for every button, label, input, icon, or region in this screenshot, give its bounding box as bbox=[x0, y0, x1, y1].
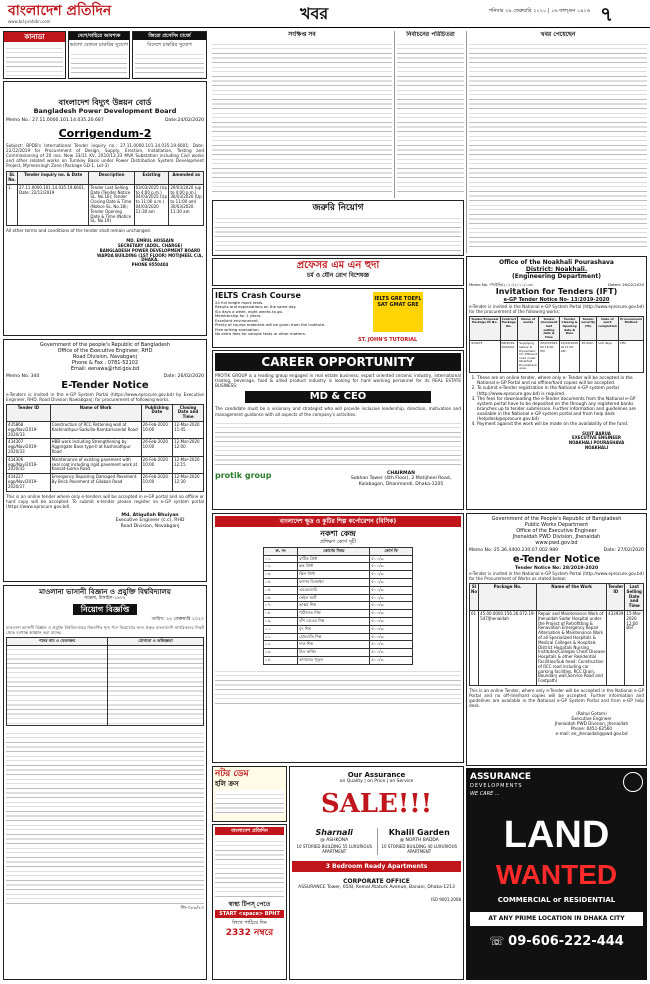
bpdb-subject: Subject: BPDB's International Tender inquiry no.: 27.11.0000.101.14.035.19.6601; Date: 22/12/2019 for Procurement of Design, Supply, Erection, Installation, Testing and Commissioning of 20 nos. New 33/11 KV, 2X10/13.33 MVA Substation including Civil works and other related works on Turnkey Basis under Power Distribution System Development Project, Mymensingh Zone (Package GD-1, Lot-3) bbox=[6, 143, 204, 169]
cell: ৫০০/= bbox=[370, 563, 413, 571]
ad-health-tips bbox=[212, 824, 287, 980]
page-number: ৭ bbox=[600, 2, 614, 26]
jh-sign-name: (Rahul Gotam) bbox=[576, 711, 607, 717]
list-item: 3. The fees for downloading the e-Tender documents from the National e-GP system portal have to be deposited on the through any registered banks branches up to tender submission. Further information and guidelines are available in the National e-GP system portal and from help desk (helpdesk@eprocure.gov.bd) bbox=[477, 397, 644, 423]
rhd-email: Email: eenawa@rhd.gov.bd bbox=[70, 366, 140, 372]
cell: ০৪. bbox=[264, 578, 298, 586]
career-post: MD & CEO bbox=[245, 391, 431, 403]
table-row bbox=[7, 421, 204, 438]
newspaper-logo[interactable]: বাংলাদেশ প্রতিদিন bbox=[8, 3, 112, 19]
bpdb-th-desc: Description bbox=[89, 172, 134, 185]
cell: ১১. bbox=[264, 633, 298, 641]
cell: বাটিক প্রিন্ট bbox=[298, 555, 370, 563]
th: Tender/Proposal Package ID No. bbox=[470, 316, 501, 341]
jh-office: Office of the Executive Engineer bbox=[516, 528, 597, 534]
rhd-th-pub: Publishing Date bbox=[141, 404, 172, 421]
ad-health-start: START <space> BPHT bbox=[215, 910, 284, 918]
rhd-etender bbox=[3, 339, 207, 582]
th: Sl No bbox=[470, 584, 479, 611]
th: Package No. bbox=[479, 584, 537, 611]
assur-iso: ISO 9001:2008 bbox=[431, 897, 461, 903]
th: Tender ID bbox=[607, 584, 625, 611]
cell: 12-Mar-2020 12:30 bbox=[173, 474, 204, 491]
univ-sub: সন্তোষ, টাঙ্গাইল-১৯০২ bbox=[84, 596, 126, 602]
cell: 45.00.0000.156.26.072.19-547/Jhenaidah bbox=[479, 611, 537, 686]
bscic-course: প্রশিক্ষণ কোর্স সূচী bbox=[319, 538, 357, 545]
univ-th-1: পদের নাম ও বেতনক্রম bbox=[7, 637, 108, 645]
table-row bbox=[264, 656, 413, 664]
univ-th-2: যোগ্যতা ও অভিজ্ঞতা bbox=[108, 637, 204, 645]
jh-title: e-Tender Notice bbox=[512, 553, 601, 565]
bpdb-sign-name: MD. EMRUL HOSSAIN bbox=[126, 238, 174, 244]
ad-niyog bbox=[212, 200, 464, 256]
rhd-office: Office of the Executive Engineer, RHD bbox=[57, 348, 153, 354]
assur-ready: 3 Bedroom Ready Apartments bbox=[292, 861, 461, 872]
noakhali-sign-title: EXECUTIVE ENGINEER bbox=[572, 435, 621, 441]
cell: ০৮. bbox=[264, 610, 298, 618]
noakhali-office: Office of the Noakhali Pourashava bbox=[499, 259, 614, 266]
jh-memo: Memo No: 25.36.4400.230.07.002.989 bbox=[469, 548, 559, 553]
ad-job-2 bbox=[132, 31, 207, 79]
assur-brand-sub: DEVELOPMENTS bbox=[470, 782, 523, 789]
cell: 26-Feb-2020 10:00 bbox=[141, 439, 172, 456]
rhd-title: E-Tender Notice bbox=[61, 379, 149, 391]
newspaper-url: www.bd-pratidin.com bbox=[8, 19, 51, 24]
cell: ০৫. bbox=[264, 586, 298, 594]
univ-table bbox=[6, 637, 204, 726]
ad-notor-title: নটর ডেম bbox=[215, 769, 249, 779]
rhd-sign-name: Md. Atiqullah Bhuiyan bbox=[121, 512, 179, 518]
assur-line: on Quality | on Price | on Service bbox=[339, 779, 414, 785]
career-chair: CHAIRMAN bbox=[387, 470, 415, 476]
list-item: Excellent environment. bbox=[215, 317, 259, 323]
noakhali-title: Invitation for Tenders (IFT) bbox=[495, 287, 618, 297]
rhd-sign-title: Executive Engineer (c.c), RHD bbox=[115, 518, 185, 524]
table-row bbox=[264, 649, 413, 657]
cell: ০২. bbox=[264, 563, 298, 571]
cell: ১৪. bbox=[264, 656, 298, 664]
bpdb-table bbox=[6, 171, 204, 226]
noakhali-sign-name: SUJIT BARUA bbox=[582, 430, 611, 436]
noakhali-date: Dated: 26/02/2020 bbox=[608, 281, 644, 287]
rhd-div: Road Division, Navabganj bbox=[73, 354, 137, 360]
noakhali-intro: e-Tender is invited in the National e-GP System Portal (http://www.eprocure.gov.bd) for the procurement of the following works: bbox=[469, 303, 644, 314]
jh-gov: Government of the People's Republic of Bangladesh bbox=[491, 516, 622, 522]
table-row bbox=[7, 184, 204, 225]
rhd-table bbox=[6, 404, 204, 492]
ad-health-send: লিখে পাঠিয়ে দিন bbox=[232, 920, 267, 927]
ad-professor-name: প্রফেসর এম এন হুদা bbox=[296, 260, 380, 271]
cell: 434307 egp/Nav/2019-2020/33 bbox=[7, 439, 51, 456]
cell: কাগজের পুতুল bbox=[298, 656, 370, 664]
table-row bbox=[264, 563, 413, 571]
cell: 435868 egp/Nav/2019-2020/33 bbox=[7, 421, 51, 438]
cell: ৫০০/= bbox=[370, 610, 413, 618]
list-item: Six days a week, eight weeks to go. bbox=[215, 308, 283, 314]
list-item: Free writing evaluation. bbox=[215, 326, 260, 332]
cell: 434227 egp/Nav/2019-2020/37 bbox=[7, 474, 51, 491]
land-title: LAND bbox=[503, 813, 610, 856]
news-col-2 bbox=[394, 31, 464, 198]
cell: 26-Feb-2020 10:00 bbox=[141, 421, 172, 438]
cell: 15-Mar-2020 12:00 BST bbox=[625, 611, 644, 686]
rhd-memo: Memo No. 340 bbox=[6, 374, 40, 379]
th: Tender security (Tk) bbox=[580, 316, 597, 341]
assur-tag: Our Assurance bbox=[347, 771, 406, 779]
cell: ব্লক প্রিন্ট bbox=[298, 563, 370, 571]
jh-sign-email: e-mail: ee_jhenaidah@pwd.gov.bd bbox=[555, 731, 628, 737]
ad-job-1-title: দেশে/বাহিরে আবশ্যক bbox=[69, 32, 129, 40]
cell: ১২. bbox=[264, 641, 298, 649]
bscic-notice bbox=[212, 513, 464, 763]
list-item: 4. Payment against the work will be made on the availability of the fund. bbox=[477, 422, 644, 427]
cell: 1. bbox=[7, 184, 18, 225]
bpdb-th-sl: SL No. bbox=[7, 172, 18, 185]
univ-notice: নিয়োগ বিজ্ঞপ্তি bbox=[73, 604, 138, 616]
bpdb-th-amended: Amended as bbox=[169, 172, 204, 185]
table-row bbox=[264, 555, 413, 563]
cell: ৫০০/= bbox=[370, 649, 413, 657]
noakhali-sub: e-GP Tender Notice No- 13/2019-2020 bbox=[503, 296, 610, 303]
career-req: The candidate must be a visionary and strategist who will provide inclusive leadership, direction, motivation and management guidance with all aspects of the company's activities. bbox=[215, 406, 461, 417]
bpdb-date: Date:24/02/2020 bbox=[164, 118, 204, 124]
ad-health-title: স্বাস্থ্য টিপস্ পেতে bbox=[228, 901, 271, 908]
cell: 12-Mar-2020 12:00 bbox=[173, 439, 204, 456]
cell: ১৩. bbox=[264, 649, 298, 657]
cell: 120 days bbox=[597, 341, 619, 373]
ad-bdp-logo: বাংলাদেশ প্রতিদিন bbox=[215, 827, 284, 835]
news-col-1 bbox=[212, 31, 392, 198]
bpdb-note: All other terms and conditions of the tender shall remain unchanged. bbox=[6, 228, 152, 234]
list-item: 1. These are on online tender, where only e- Tender will be accepted in the National e-GP Portal and no offline/hard copies will be accepted. bbox=[477, 376, 644, 386]
cell: Maintenance of existing pavement with seal coat including rigid pavement work at Kansat-Goma Road bbox=[50, 456, 141, 473]
table-row bbox=[264, 625, 413, 633]
ad-kanada bbox=[3, 31, 66, 79]
cell: দারু শিল্প bbox=[298, 641, 370, 649]
ad-health-code: 2332 নম্বরে bbox=[225, 928, 274, 939]
assur-brand: ASSURANCE bbox=[470, 772, 532, 782]
table-row bbox=[470, 341, 644, 373]
bscic-title: বাংলাদেশ ক্ষুদ্র ও কুটির শিল্প কর্পোরেশন (বিসিক) bbox=[215, 516, 461, 527]
table-row bbox=[264, 610, 413, 618]
khalil-info: 10 STORIED BUILDING 40 LUXURIOUS APARTMENT bbox=[381, 843, 458, 854]
ad-niyog-title: জরুরি নিয়োগ bbox=[312, 203, 364, 213]
cell: Repair and Maintenance Work of Jhenaidah Sadar Hospital under the Project of Retrofitting & Renovation Emergency Repair Alternation & Maintenance Work of all Specialized Hospitals & Medical Colleges & Hospitals District Hospitals Nursing Institutes/Colleges Chest Disease Hospitals & other Residential Facilities/Sub head: Construction of RCC road including car parking facilities, RCC Drain, Boundary wall,Service Road and Footpath) bbox=[537, 611, 607, 686]
rhd-gov: Government of the people's Republic of Bangladesh bbox=[39, 342, 171, 348]
cell: Tender Last Selling Date (Tender Notice SL. No.16); Tender Closing Date & Time (Notice SL. No.18); Tender Opening Date & Time (Notice SL. No.19) bbox=[89, 184, 134, 225]
list-item: No extra fees for sample tests or other matters. bbox=[215, 331, 307, 337]
ad-ielts-points bbox=[215, 301, 355, 337]
bpdb-sign-org: BANGLADESH POWER DEVELOPMENT BOARD bbox=[99, 247, 201, 253]
cell: 03/03/2025 (Up to 4:00 p.m.) 04/03/2025 (Up to 11:00 a.m.) 04/03/2020 11:30 am bbox=[134, 184, 169, 225]
rhd-sign-div: Road Division, Navabganj bbox=[120, 523, 180, 529]
wanted-sub: COMMERCIAL or RESIDENTIAL bbox=[497, 895, 616, 904]
table-row bbox=[264, 617, 413, 625]
ad-kanada-title: কানাডা bbox=[4, 32, 65, 42]
th: Date of work completion bbox=[597, 316, 619, 341]
cell: 12-Mar-2020 11:45 bbox=[173, 421, 204, 438]
cell: 27.11.0000.101.14.035.19.6601, Date: 22/12/2019 bbox=[18, 184, 89, 225]
cell: ৫০০/= bbox=[370, 641, 413, 649]
cell: ১০. bbox=[264, 625, 298, 633]
career-body: PROTIK GROUP is a leading group engaged in real estate business, export oriented ceramic industry, international trading, beverage, food & allied product industry is looking for hard working personnel for its REAL ESTATE BUSINESS: bbox=[215, 373, 461, 389]
cell: এমব্রয়ডারি bbox=[298, 586, 370, 594]
cell: 434306 egp/Nav/2019-2020/35 bbox=[7, 456, 51, 473]
khalil-sub: @ NORTH BADDA bbox=[399, 837, 439, 843]
table-row bbox=[264, 571, 413, 579]
jh-sign-title: Executive Engineer bbox=[571, 716, 612, 722]
noakhali-table bbox=[469, 316, 644, 373]
rhd-phone: Phone & Fax : 0781-52102 bbox=[71, 360, 139, 366]
cell: ৫০০/= bbox=[370, 625, 413, 633]
cell: ০৭. bbox=[264, 602, 298, 610]
land-phone[interactable]: 09-606-222-444 bbox=[508, 933, 624, 949]
cell: স্ক্রিন প্রিন্ট bbox=[298, 571, 370, 579]
news-head-3: খবর পেয়েছেন bbox=[540, 31, 576, 38]
noakhali-points bbox=[469, 376, 644, 428]
bpdb-corrigendum bbox=[3, 81, 207, 336]
shamoli-name: Sharnali bbox=[315, 827, 353, 837]
cell: ৫০০/= bbox=[370, 555, 413, 563]
bpdb-th-inquiry: Tender inquiry no. & Date bbox=[18, 172, 89, 185]
bpdb-memo: Memo No.: 27.11.0000.101.14.035.20.687 bbox=[6, 118, 104, 124]
ad-land-wanted bbox=[466, 768, 647, 980]
ad-professor bbox=[212, 258, 464, 286]
issue-date: শনিবার ২৯ ফেব্রুয়ারি ২০২০ | ১৬ ফাল্গুন ১৪২৬ bbox=[489, 8, 590, 14]
th: Tender document last selling date & time bbox=[539, 316, 560, 341]
news-head-1: সংক্ষিপ্ত সব bbox=[288, 31, 316, 38]
cell: ৫০০/= bbox=[370, 656, 413, 664]
shamoli-info: 10 STORIED BUILDING 55 LUXURIOUS APARTMENT bbox=[296, 843, 373, 854]
rhd-footer: This is an online tender where only e-tenders will be accepted in e-GP portal and no offline or hard copy will be accepted. To submit e-tender please register on e-GP system portal (https://www.eprocure.gov.bd). bbox=[6, 493, 204, 509]
rhd-th-work: Name of Work bbox=[50, 404, 141, 421]
univ-intro: মাওলানা ভাসানী বিজ্ঞান ও প্রযুক্তি বিশ্ববিদ্যালয়ে নিম্নবর্ণিত শূন্য পদে নিয়োগের জন্য প্রকৃত বাংলাদেশি নাগরিকদের নিকট থেকে দরখাস্ত আহ্বান করা যাচ্ছে। bbox=[6, 624, 204, 635]
cell: 29/03/2020 (up to 4:00 p.m.) 30/03/2020 (Up to 11:00 am) 30/03/2020 11:30 am bbox=[169, 184, 204, 225]
ad-ielts bbox=[212, 288, 464, 348]
table-row bbox=[7, 456, 204, 473]
table-row bbox=[7, 439, 204, 456]
th: Name of the Work bbox=[537, 584, 607, 611]
cell: 20,000/- bbox=[580, 341, 597, 373]
jh-sub: Tender Notice No: 28/2019-2020 bbox=[514, 565, 599, 571]
jh-dept: Public Works Department bbox=[524, 522, 589, 528]
rhd-date: Date: 26/02/2020 bbox=[163, 374, 204, 379]
assurance-logo-icon bbox=[623, 772, 643, 792]
table-row bbox=[7, 474, 204, 491]
ad-ielts-tags: IELTS GRE TOEFL SAT GMAT GRE bbox=[373, 292, 423, 332]
noakhali-memo: Memo No. নপ/ইঞ্জি/২০২০/২০১১/১৩৩ bbox=[469, 281, 533, 287]
noakhali-district: District: Noakhali. bbox=[525, 266, 588, 274]
noakhali-ift bbox=[466, 256, 647, 510]
cell: 12-Mar-2020 12:15 bbox=[173, 456, 204, 473]
university-notice bbox=[3, 585, 207, 980]
phone-icon: ☏ bbox=[489, 934, 505, 949]
ad-ielts-inst: ST. JOHN'S TUTORIAL bbox=[358, 337, 418, 343]
cell: ০৯. bbox=[264, 617, 298, 625]
cell: ৫০০/= bbox=[370, 586, 413, 594]
th: কোর্স ফি bbox=[370, 547, 413, 555]
jh-date: Date: 27/02/2020 bbox=[603, 548, 644, 553]
th: Contract Package No. bbox=[500, 316, 518, 341]
cell: ৫০০/= bbox=[370, 578, 413, 586]
cell: Construction of RCC Retaining wall at Kashinathpur-Sadullia-Ramkarisandal Road bbox=[50, 421, 141, 438]
noakhali-dept: (Engineering Department) bbox=[512, 273, 601, 281]
assur-sale: SALE!!! bbox=[320, 788, 433, 819]
assur-office-addr: ASSURANCE Tower, 65/B, Kemal Ataturk Avenue, Banani, Dhaka-1213 bbox=[298, 884, 455, 890]
cell: ০৬. bbox=[264, 594, 298, 602]
bscic-table bbox=[263, 547, 413, 665]
ad-ielts-title: IELTS Crash Course bbox=[215, 291, 301, 300]
ad-notor bbox=[212, 766, 287, 822]
bpdb-th-existing: Existing bbox=[134, 172, 169, 185]
cell: 22/03/2022 till 16:00 PM bbox=[539, 341, 560, 373]
masthead bbox=[0, 0, 650, 28]
table-row bbox=[264, 641, 413, 649]
bscic-sub: নকশা কেন্দ্র bbox=[320, 529, 356, 539]
jh-sign-div: Jhenaidah PWD Division, Jhenaidah bbox=[554, 721, 629, 727]
table-row bbox=[264, 586, 413, 594]
cell: 433939 bbox=[607, 611, 625, 686]
cell: ৫০০/= bbox=[370, 602, 413, 610]
khalil-name: Khalil Garden bbox=[388, 827, 450, 837]
cell: HBB work Including Strengthening by Aggregate Base type-II at Kashinathpur Road bbox=[50, 439, 141, 456]
jh-div: Jhenaidah PWD Division, Jhenaidah bbox=[512, 534, 601, 540]
cell: ০৩. bbox=[264, 571, 298, 579]
cell: 434275 bbox=[470, 341, 501, 373]
wanted-title: WANTED bbox=[495, 859, 618, 891]
cell: উড কার্ভিং bbox=[298, 649, 370, 657]
noakhali-sign-org: NOAKHALI POURASHAVA bbox=[568, 440, 625, 446]
ad-assurance-sale bbox=[289, 766, 464, 980]
ad-job-2-title: জিরো প্রসেসিং চার্জে bbox=[133, 32, 206, 40]
cell: Supplying labour & Equipment for different road under Noakhali Pourashava area. bbox=[518, 341, 539, 373]
table-row bbox=[264, 633, 413, 641]
noakhali-sign-place: NOAKHALI bbox=[584, 445, 609, 451]
list-item: 24 full length mock tests. bbox=[215, 299, 264, 305]
assur-office: CORPORATE OFFICE bbox=[343, 877, 410, 885]
rhd-intro: e-Tenders is invited in the e-GP System Portal (https://www.eprocure.gov.bd) by Executive Engineer, RHD. Road Division Nawabganj: for procurement of following works. bbox=[6, 391, 204, 402]
jh-sign-phone: Phone: 0451-62560 bbox=[570, 726, 613, 732]
univ-date: তারিখ: ২৫ ফেব্রুয়ারি ২০২০ bbox=[151, 617, 204, 623]
ad-professor-sub: চর্ম ও যৌন রোগ বিশেষজ্ঞ bbox=[306, 272, 369, 279]
cell: মোমবাতি শিল্প bbox=[298, 633, 370, 641]
assur-we: WE CARE ... bbox=[470, 790, 500, 797]
th: ক্র. নং bbox=[264, 547, 298, 555]
bpdb-sign-addr: WAPDA BUILDING (1ST FLOOR) MOTIJHEEL C/A, DHAKA. bbox=[96, 252, 203, 263]
cell: LTM bbox=[618, 341, 643, 373]
cell: পাটজাত শিল্প bbox=[298, 610, 370, 618]
jh-intro: e-Tender is invited in the National e-GP System Portal (http://www.eprocure.gov.bd) for the Procurement of Works as stated below: bbox=[469, 571, 644, 582]
cell: 26-Feb-2020 10:00 bbox=[141, 456, 172, 473]
cell: ৫০০/= bbox=[370, 594, 413, 602]
list-item: Results and explanations on the same day. bbox=[215, 304, 297, 310]
news-col-3 bbox=[466, 31, 647, 253]
cell: মৃৎ শিল্প bbox=[298, 625, 370, 633]
ad-notor-sub: হলি ক্রস bbox=[215, 779, 239, 788]
cell: নেইল আর্ট bbox=[298, 594, 370, 602]
bpdb-org-en: Bangladesh Power Development Board bbox=[33, 106, 177, 115]
cell: ০১. bbox=[264, 555, 298, 563]
cell: ৫০০/= bbox=[370, 633, 413, 641]
ad-career bbox=[212, 350, 464, 510]
career-addr: Sobhan Tower (4th Floor), 2 Motijheel Road, Kalabagan, Dhanmondi, Dhaka-1205 bbox=[350, 476, 452, 487]
cell: NP/2019-2020/09 bbox=[500, 341, 518, 373]
bpdb-title: Corrigendum-2 bbox=[58, 126, 152, 140]
cell: ৫০০/= bbox=[370, 571, 413, 579]
jh-table bbox=[469, 583, 644, 686]
univ-title: মাওলানা ভাসানী বিজ্ঞান ও প্রযুক্তি বিশ্ববিদ্যালয় bbox=[39, 588, 171, 596]
jhenaidah-etender bbox=[466, 513, 647, 766]
th: Last Selling Date and Time bbox=[625, 584, 644, 611]
list-item: Membership for 1 years. bbox=[215, 313, 262, 319]
list-item: 2. To submit e-Tender registration in the National e-GP system portal (http://www.eprocure.gov.bd) is required. bbox=[477, 386, 644, 396]
cell: ভাস্কর্য শিল্প bbox=[298, 602, 370, 610]
bpdb-sign-phone: PHONE 9550404 bbox=[131, 262, 169, 268]
career-logo: protik group bbox=[215, 470, 272, 480]
rhd-th-close: Closing Date and Time bbox=[173, 404, 204, 421]
ad-job-2-body: বিদেশে চাকরির সুযোগ bbox=[147, 42, 192, 48]
cell: 26-Feb-2020 10:00 bbox=[141, 474, 172, 491]
th: Tender Closing & Opening date & time bbox=[559, 316, 580, 341]
news-head-2: নির্বাচনের পরিচিতরা bbox=[406, 31, 455, 38]
cell: ৫০০/= bbox=[370, 617, 413, 625]
cell: 23/03/2020 at 11:00 AM bbox=[559, 341, 580, 373]
th: Name of works bbox=[518, 316, 539, 341]
ad-job-1 bbox=[68, 31, 130, 79]
career-title: CAREER OPPORTUNITY bbox=[215, 353, 461, 371]
shamoli-sub: @ ASHKONA bbox=[320, 837, 349, 843]
anywhere-banner: AT ANY PRIME LOCATION IN DHAKA CITY bbox=[470, 912, 643, 925]
univ-code: জি-৩৮৬/২০ bbox=[180, 905, 204, 911]
cell: ফ্যাশন ডিজাইন bbox=[298, 578, 370, 586]
th: Procurement Method bbox=[618, 316, 643, 341]
table-row bbox=[470, 611, 644, 686]
bpdb-sign-title: SECRETARY (ADDL. CHARGE) bbox=[117, 243, 183, 249]
ad-job-1-body: ভালো বেতনে চাকরির সুযোগ bbox=[69, 42, 129, 48]
rhd-th-id: Tender ID bbox=[7, 404, 51, 421]
bpdb-org-bn: বাংলাদেশ বিদ্যুৎ উন্নয়ন বোর্ড bbox=[58, 98, 152, 107]
section-title: খবর bbox=[300, 4, 329, 23]
cell: 01 bbox=[470, 611, 479, 686]
table-row bbox=[264, 578, 413, 586]
jh-footer: This is an online Tender, where only e-Tender will be accepted in the National e-GP Portal and no off-line/hard copies will be accepted. Further information and guidelines are available in the National e-GP System Portal and from e-GP help desk. bbox=[469, 688, 644, 709]
table-row bbox=[264, 594, 413, 602]
th: কোর্সের বিষয় bbox=[298, 547, 370, 555]
table-row bbox=[264, 602, 413, 610]
jh-web[interactable]: www.pwd.gov.bd bbox=[535, 540, 578, 546]
list-item: Plenty of course materials will be given from the institute. bbox=[215, 322, 326, 328]
cell: Emergency Repairing Damaged Pavement By Brick Pavement of Gilaban Road bbox=[50, 474, 141, 491]
cell: বাঁশ বেতের শিল্প bbox=[298, 617, 370, 625]
